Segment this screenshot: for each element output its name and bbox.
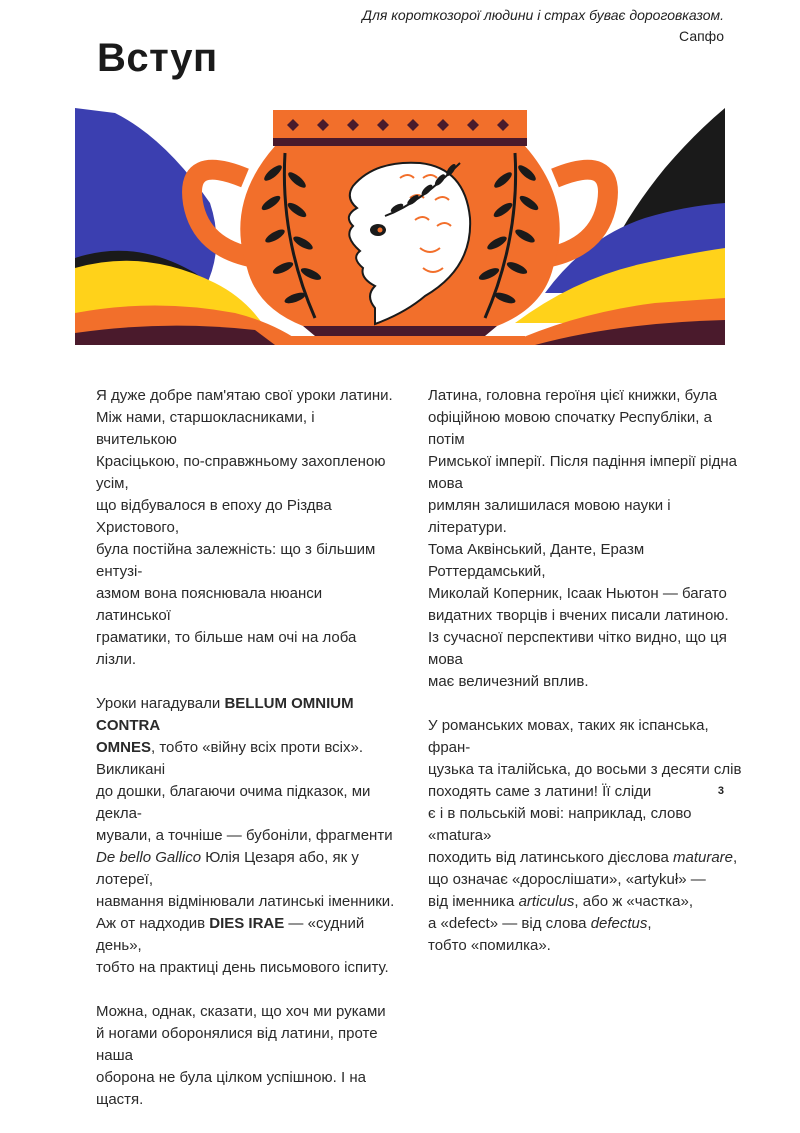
latin-word: maturare <box>673 849 734 866</box>
text-line: Із сучасної перспективи чітко видно, що ця мова <box>428 629 727 668</box>
text-line: Я дуже добре пам'ятаю свої уроки латини. <box>96 387 393 404</box>
epigraph-author: Сапфо <box>679 28 724 44</box>
page-title: Вступ <box>97 36 218 80</box>
text-line: цузька та італійська, до восьми з десяти слів <box>428 761 742 778</box>
text-line: що означає «дорослішати», «artykuł» — <box>428 871 706 888</box>
text-line: а «defect» — від слова <box>428 915 591 932</box>
text-line: граматики, то більше нам очі на лоба лізли. <box>96 629 357 668</box>
text-line: офіційною мовою спочатку Республіки, а потім <box>428 409 712 448</box>
text-line: має величезний вплив. <box>428 673 589 690</box>
page-number: 3 <box>717 785 724 797</box>
text-line: Римської імперії. Після падіння імперії рідна мова <box>428 453 737 492</box>
text-line: що відбувалося в епоху до Різдва Христового, <box>96 497 332 536</box>
text-line: є і в польській мові: наприклад, слово «matura» <box>428 805 692 844</box>
epigraph <box>362 6 724 46</box>
text-line: Між нами, старшокласниками, і вчителькою <box>96 409 315 448</box>
text-line: походить від латинського дієслова <box>428 849 673 866</box>
latin-phrase: OMNES <box>96 739 152 756</box>
text-line: й ногами оборонялися від латини, проте наша <box>96 1025 378 1064</box>
latin-phrase: BELLUM OMNIUM CONTRA <box>96 695 354 734</box>
epigraph-quote: Для короткозорої людини і страх буває дороговказом. <box>362 7 724 23</box>
text-line: римлян залишилася мовою науки і літератури. <box>428 497 671 536</box>
text-line: Юлія Цезаря або, як у лотереї, <box>96 849 359 888</box>
text-line: — «судний день», <box>96 915 365 954</box>
book-title: De bello Gallico <box>96 849 202 866</box>
text-line: У романських мовах, таких як іспанська, фран- <box>428 717 709 756</box>
latin-phrase: DIES IRAE <box>209 915 285 932</box>
text-line: оборона не була цілком успішною. І на щастя. <box>96 1069 366 1108</box>
text-line: Латина, головна героїня цієї книжки, була <box>428 387 718 404</box>
paragraph <box>96 385 396 671</box>
latin-word: defectus <box>590 915 648 932</box>
text-line: Красіцькою, по-справжньому захопленою усім, <box>96 453 386 492</box>
text-line: видатних творців і вчених писали латиною. <box>428 607 729 624</box>
text-line: тобто на практиці день письмового іспиту. <box>96 959 389 976</box>
text-line: була постійна залежність: що з більшим ентузі- <box>96 541 376 580</box>
latin-word: articulus <box>518 893 575 910</box>
text-line: , <box>647 915 652 932</box>
text-line: , <box>733 849 738 866</box>
text-line: навмання відмінювали латинські іменники. <box>96 893 395 910</box>
vase-foot <box>275 336 525 345</box>
paragraph <box>428 385 748 693</box>
text-line: Аж от надходив <box>96 915 210 932</box>
text-line: Миколай Коперник, Ісаак Ньютон — багато <box>428 585 727 602</box>
text-line: до дошки, благаючи очима підказок, ми декла- <box>96 783 371 822</box>
paragraph <box>96 1001 396 1111</box>
paragraph <box>96 693 396 979</box>
text-line: азмом вона пояснювала нюанси латинської <box>96 585 323 624</box>
left-column <box>96 385 396 1133</box>
right-column <box>428 385 748 979</box>
text-line: мували, а точніше — бубоніли, фрагменти <box>96 827 393 844</box>
text-line: Уроки нагадували <box>96 695 225 712</box>
vase-illustration <box>75 108 725 345</box>
vase-rim <box>273 110 527 140</box>
text-line: від іменника <box>428 893 519 910</box>
text-line: Можна, однак, сказати, що хоч ми руками <box>96 1003 386 1020</box>
text-line: , або ж «частка», <box>574 893 694 910</box>
text-line: Тома Аквінський, Данте, Еразм Роттердамський, <box>428 541 645 580</box>
text-line: тобто «помилка». <box>428 937 551 954</box>
paragraph <box>428 715 748 957</box>
text-line: , тобто «війну всіх проти всіх». Викликані <box>96 739 364 778</box>
text-line: походять саме з латини! Її сліди <box>428 783 652 800</box>
